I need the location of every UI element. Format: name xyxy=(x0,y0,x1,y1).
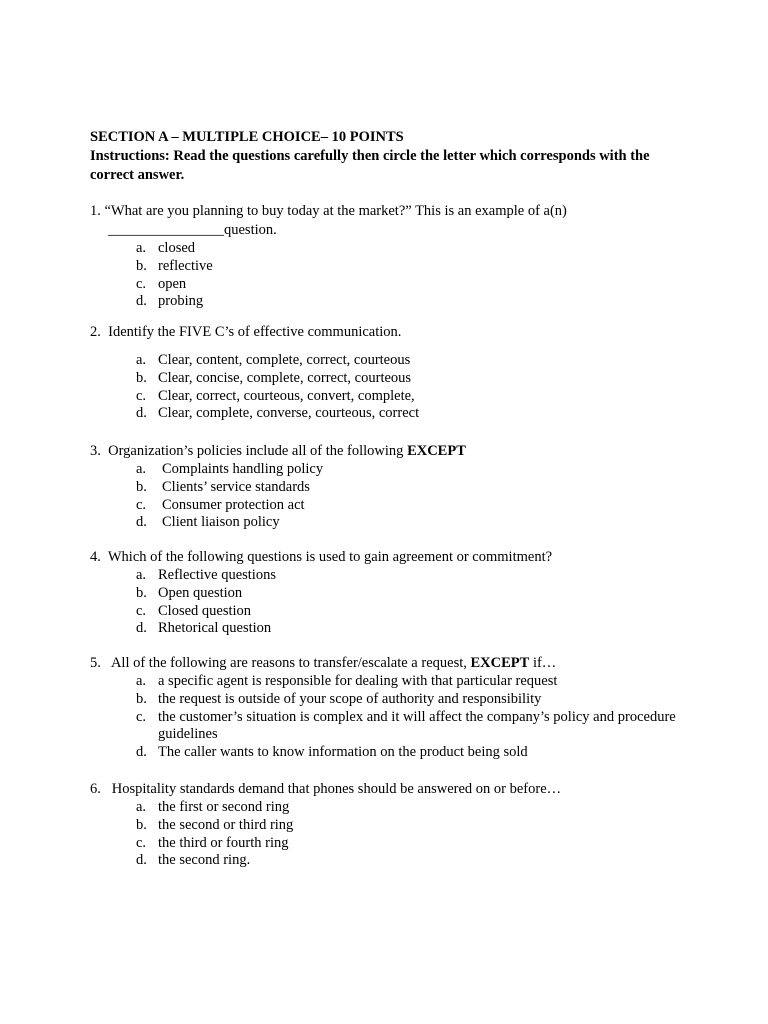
option-text: Clear, complete, converse, courteous, correct xyxy=(158,405,420,422)
option-letter: a. xyxy=(136,461,147,477)
question-stem-emphasis: EXCEPT xyxy=(407,443,466,459)
option-a[interactable] xyxy=(90,673,690,691)
option-text: Complaints handling policy xyxy=(162,461,324,477)
option-d[interactable] xyxy=(90,744,690,762)
option-letter: c. xyxy=(136,275,147,292)
option-letter: a. xyxy=(136,567,147,583)
option-letter: d. xyxy=(136,620,147,637)
option-letter: b. xyxy=(136,257,147,274)
question-2-stem-line xyxy=(90,323,690,342)
option-a[interactable] xyxy=(90,240,690,258)
question-6 xyxy=(90,780,690,870)
option-text: probing xyxy=(158,293,204,310)
question-number: 3. xyxy=(90,443,101,459)
option-b[interactable] xyxy=(90,691,690,709)
option-text: Reflective questions xyxy=(158,567,276,583)
option-letter: c. xyxy=(136,602,147,619)
option-text: The caller wants to know information on the product being sold xyxy=(158,744,528,761)
question-stem: Identify the FIVE C’s of effective communication. xyxy=(108,324,402,340)
option-text: Client liaison policy xyxy=(162,514,280,531)
option-text: the request is outside of your scope of authority and responsibility xyxy=(158,690,542,707)
question-1-stem-line xyxy=(90,202,690,221)
option-a[interactable] xyxy=(90,567,690,585)
question-stem-tail: if… xyxy=(529,655,557,671)
question-4-stem-line xyxy=(90,548,690,567)
answer-options xyxy=(90,461,690,532)
question-stem: All of the following are reasons to transfer/escalate a request, xyxy=(110,655,471,671)
instructions-text: Instructions: Read the questions carefully then circle the letter which corresponds with the correct answer. xyxy=(90,148,650,183)
option-letter: b. xyxy=(136,478,147,495)
option-b[interactable] xyxy=(90,258,690,276)
option-b[interactable] xyxy=(90,585,690,603)
option-text: open xyxy=(158,275,187,292)
answer-options xyxy=(90,799,690,870)
option-d[interactable] xyxy=(90,293,690,311)
option-c[interactable] xyxy=(90,603,690,621)
option-b[interactable] xyxy=(90,479,690,497)
question-5 xyxy=(90,654,690,762)
option-c[interactable] xyxy=(90,497,690,515)
question-1 xyxy=(90,202,690,311)
option-d[interactable] xyxy=(90,514,690,532)
option-c[interactable] xyxy=(90,388,690,406)
option-text: Closed question xyxy=(158,602,252,619)
option-letter: a. xyxy=(136,352,147,368)
question-stem: “What are you planning to buy today at the market?” This is an example of a(n) xyxy=(104,203,567,219)
question-number: 4. xyxy=(90,549,101,565)
answer-options xyxy=(90,352,690,423)
question-5-stem-line xyxy=(90,654,690,673)
option-text: Open question xyxy=(158,584,243,601)
option-a[interactable] xyxy=(90,799,690,817)
option-a[interactable] xyxy=(90,461,690,479)
option-text: Clear, concise, complete, correct, courteous xyxy=(158,369,412,386)
option-a[interactable] xyxy=(90,352,690,370)
question-6-stem-line xyxy=(90,780,690,799)
option-c[interactable] xyxy=(90,276,690,294)
question-number: 1. xyxy=(90,203,101,219)
option-letter: c. xyxy=(136,708,147,725)
answer-options xyxy=(90,567,690,638)
question-stem: Hospitality standards demand that phones should be answered on or before… xyxy=(111,781,562,797)
question-stem-continuation: ________________question. xyxy=(108,222,277,238)
option-letter: b. xyxy=(136,816,147,833)
question-4 xyxy=(90,548,690,638)
section-title: SECTION A – MULTIPLE CHOICE– 10 POINTS xyxy=(90,129,404,145)
option-d[interactable] xyxy=(90,620,690,638)
option-text: Clear, content, complete, correct, courteous xyxy=(158,352,411,368)
option-letter: a. xyxy=(136,799,147,815)
option-text: a specific agent is responsible for dealing with that particular request xyxy=(158,673,558,689)
option-text: Rhetorical question xyxy=(158,620,272,637)
question-3-stem-line xyxy=(90,442,690,461)
question-2 xyxy=(90,323,690,423)
option-letter: b. xyxy=(136,584,147,601)
option-text: closed xyxy=(158,240,196,256)
option-text: Consumer protection act xyxy=(162,496,305,513)
option-letter: d. xyxy=(136,405,147,422)
question-3 xyxy=(90,442,690,532)
option-letter: a. xyxy=(136,240,147,256)
option-c[interactable] xyxy=(90,835,690,853)
option-text: Clear, correct, courteous, convert, complete, xyxy=(158,387,415,404)
option-letter: d. xyxy=(136,293,147,310)
option-text: the third or fourth ring xyxy=(158,834,289,851)
option-c[interactable] xyxy=(90,709,678,745)
answer-options xyxy=(90,673,690,762)
answer-options xyxy=(90,240,690,311)
option-text: reflective xyxy=(158,257,213,274)
option-letter: d. xyxy=(136,514,147,531)
option-letter: d. xyxy=(136,744,147,761)
section-header xyxy=(90,128,690,185)
option-text: the second or third ring xyxy=(158,816,294,833)
option-d[interactable] xyxy=(90,852,690,870)
option-text: the first or second ring xyxy=(158,799,290,815)
option-letter: a. xyxy=(136,673,147,689)
option-letter: c. xyxy=(136,496,147,513)
option-letter: b. xyxy=(136,690,147,707)
option-d[interactable] xyxy=(90,405,690,423)
option-text: the customer’s situation is complex and it will affect the company’s policy and procedure guidelines xyxy=(158,708,676,743)
option-letter: c. xyxy=(136,834,147,851)
question-stem: Which of the following questions is used to gain agreement or commitment? xyxy=(107,549,553,565)
option-text: Clients’ service standards xyxy=(162,478,310,495)
question-number: 6. xyxy=(90,781,101,797)
option-letter: b. xyxy=(136,369,147,386)
option-b[interactable] xyxy=(90,817,690,835)
option-letter: c. xyxy=(136,387,147,404)
question-number: 5. xyxy=(90,655,101,671)
option-text: the second ring. xyxy=(158,852,251,869)
question-number: 2. xyxy=(90,324,101,340)
option-b[interactable] xyxy=(90,370,690,388)
question-stem-emphasis: EXCEPT xyxy=(470,655,530,671)
question-stem: Organization’s policies include all of the following xyxy=(108,443,408,459)
option-letter: d. xyxy=(136,852,147,869)
